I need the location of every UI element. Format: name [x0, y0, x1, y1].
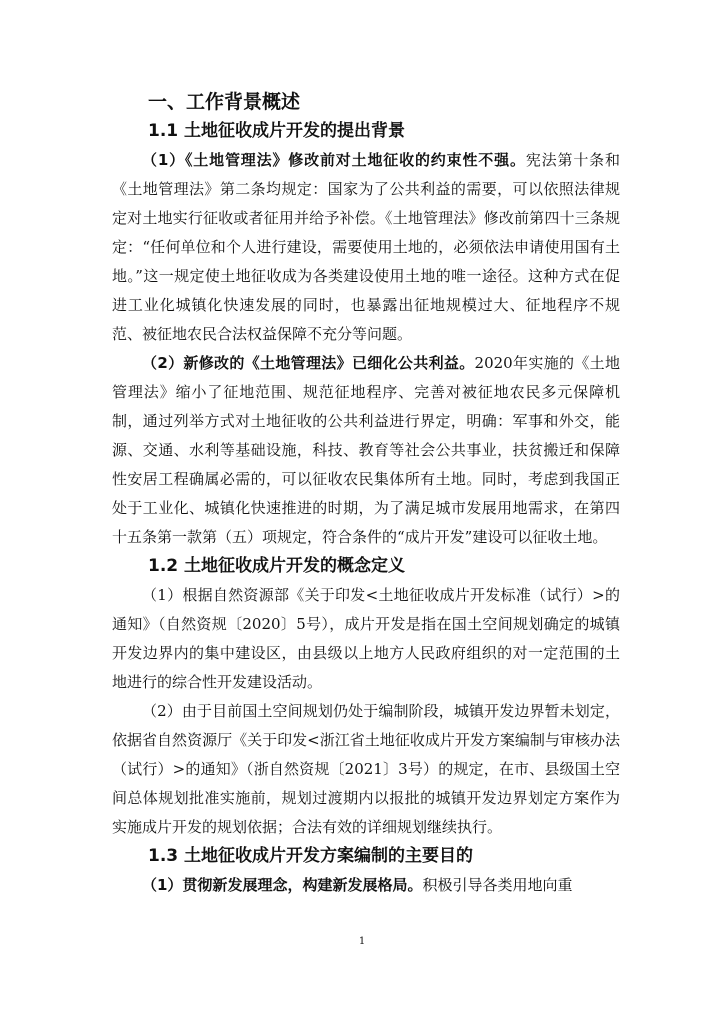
paragraph-body: 2020年实施的《土地管理法》缩小了征地范围、规范征地程序、完善对被征地农民多元保障机制，通过列举方式对土地征收的公共利益进行界定，明确：军事和外交，能源、交通、水利等基础设施，科技、教育等社会公共事业，扶贫搬迁和保障性安居工程确属必需的，可以征收农民集体所有土地。同时，考虑到我国正处于工业化、城镇化快速推进的时期，为了满足城市发展用地需求，在第四十五条第一款第（五）项规定，符合条件的“成片开发”建设可以征收土地。	[112, 354, 620, 546]
paragraph-lead: （2）新修改的《土地管理法》已细化公共利益。	[142, 354, 475, 372]
paragraph-lead: （1）《土地管理法》修改前对土地征收的约束性不强。	[142, 151, 526, 169]
section-1-1-heading: 1.1 土地征收成片开发的提出背景	[148, 121, 406, 141]
paragraph-body: 宪法第十条和《土地管理法》第二条均规定：国家为了公共利益的需要，可以依照法律规定对土地实行征收或者征用并给予补偿。《土地管理法》修改前第四十三条规定：“任何单位和个人进行建设，需要使用土地的，必须依法申请使用国有土地。”这一规定使土地征收成为各类建设使用土地的唯一途径。这种方式在促进工业化城镇化快速发展的同时，也暴露出征地规模过大、征地程序不规范、被征地农民合法权益保障不充分等问题。	[112, 151, 620, 343]
section-1-2-paragraph-1: （1）根据自然资源部《关于印发<土地征收成片开发标准（试行）>的通知》（自然资规〔2020〕5号），成片开发是指在国土空间规划确定的城镇开发边界内的集中建设区，由县级以上地方人民政府组织的对一定范围的土地进行的综合性开发建设活动。	[112, 586, 620, 691]
section-1-3-paragraph-1	[112, 871, 620, 900]
document-body	[112, 88, 620, 900]
paragraph-body: 积极引导各类用地向重	[422, 876, 573, 894]
section-1-1-paragraph-2	[112, 349, 620, 552]
section-1-3-heading: 1.3 土地征收成片开发方案编制的主要目的	[148, 846, 474, 866]
chapter-heading: 一、工作背景概述	[148, 91, 301, 113]
section-1-2-heading: 1.2 土地征收成片开发的概念定义	[148, 556, 406, 576]
section-1-2-paragraph-2: （2）由于目前国土空间规划仍处于编制阶段，城镇开发边界暂未划定，依据省自然资源厅《关于印发<浙江省土地征收成片开发方案编制与审核办法（试行）>的通知》（浙自然资规〔2021〕3号）的规定，在市、县级国土空间总体规划批准实施前，规划过渡期内以报批的城镇开发边界划定方案作为实施成片开发的规划依据；合法有效的详细规划继续执行。	[112, 702, 620, 836]
section-1-1-paragraph-1	[112, 146, 620, 349]
paragraph-lead: （1）贯彻新发展理念，构建新发展格局。	[142, 876, 423, 894]
page-number: 1	[358, 936, 366, 947]
